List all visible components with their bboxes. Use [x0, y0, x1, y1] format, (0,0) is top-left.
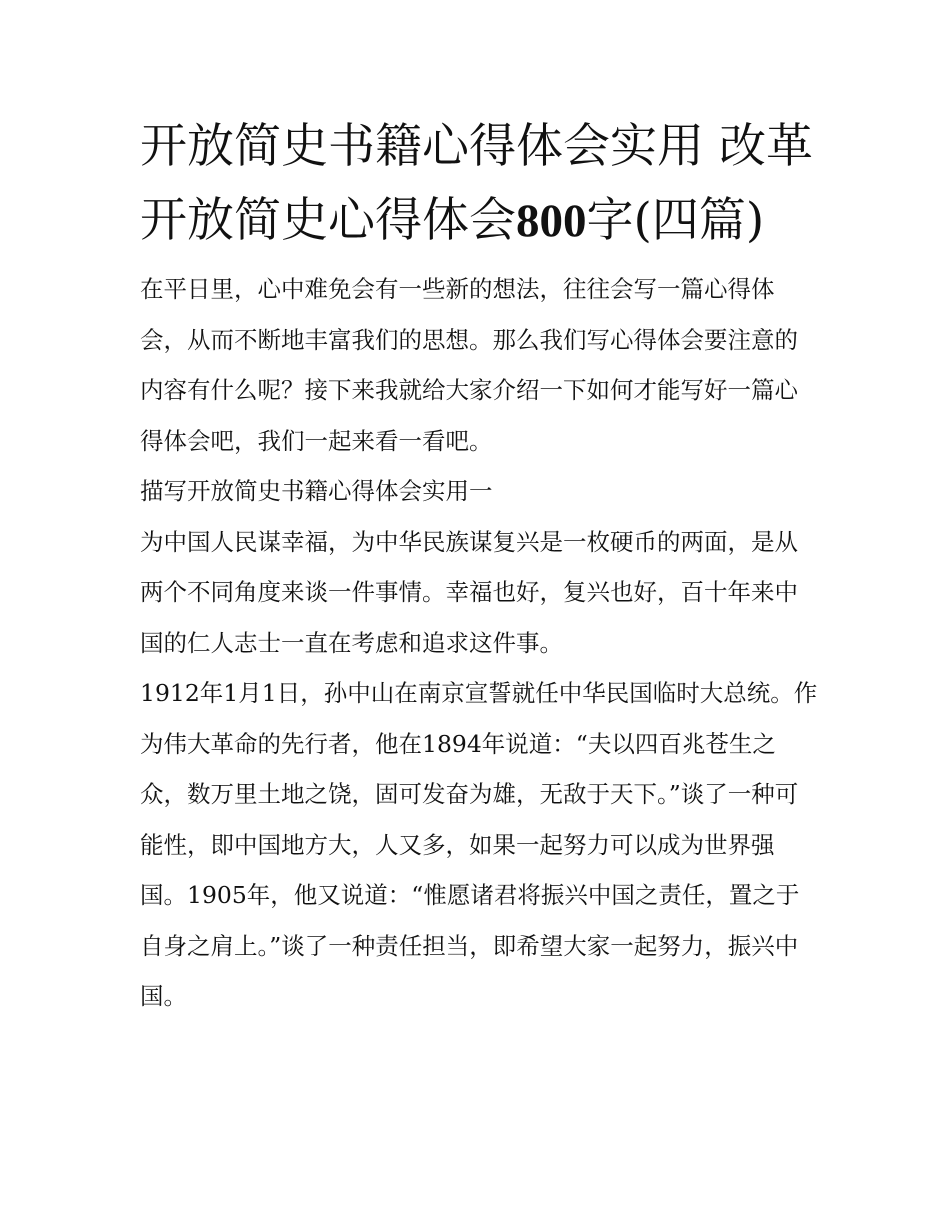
title-text-part1: 开放简史书籍心得体会实用 改革开放简史心得体会 — [140, 119, 813, 248]
document-title — [140, 110, 820, 258]
section-heading: 描写开放简史书籍心得体会实用一 — [140, 477, 493, 505]
title-number: 800 — [516, 195, 587, 247]
title-text-part2: 字(四篇) — [586, 193, 765, 248]
intro-paragraph: 在平日里，心中难免会有一些新的想法，往往会写一篇心得体会，从而不断地丰富我们的思想。那么我们写心得体会要注意的内容有什么呢？接下来我就给大家介绍一下如何才能写好一篇心得体会吧，我们一起来看一看吧。 — [140, 275, 798, 455]
body-paragraph-2: 1912年1月1日，孙中山在南京宣誓就任中华民国临时大总统。作为伟大革命的先行者，他在1894年说道：“夫以四百兆苍生之众，数万里土地之饶，固可发奋为雄，无敌于天下。”谈了一种可能性，即中国地方大，人又多，如果一起努力可以成为世界强国。1905年，他又说道：“惟愿诸君将振兴中国之责任，置之于自身之肩上。”谈了一种责任担当，即希望大家一起努力，振兴中国。 — [140, 679, 818, 1010]
document-page — [140, 110, 820, 1022]
body-paragraph-1: 为中国人民谋幸福，为中华民族谋复兴是一枚硬币的两面，是从两个不同角度来谈一件事情。幸福也好，复兴也好，百十年来中国的仁人志士一直在考虑和追求这件事。 — [140, 527, 798, 657]
